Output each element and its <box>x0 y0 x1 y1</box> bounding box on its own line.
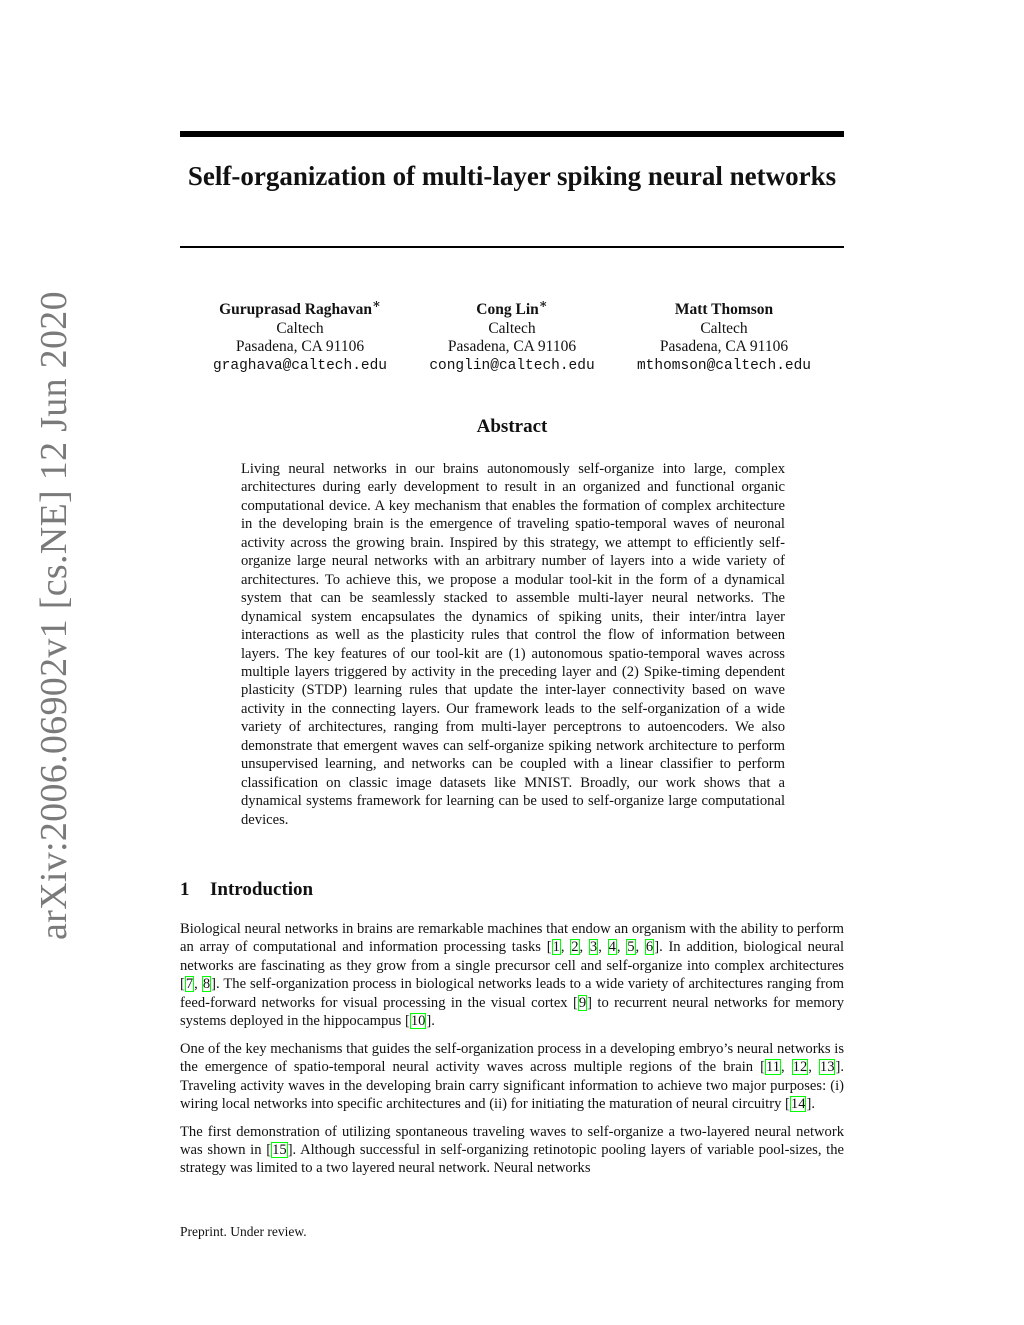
citation-link[interactable]: 2 <box>571 939 579 956</box>
author-email: graghava@caltech.edu <box>212 357 388 374</box>
author-address: Pasadena, CA 91106 <box>447 338 577 356</box>
arxiv-stamp: arXiv:2006.06902v1 [cs.NE] 12 Jun 2020 <box>33 291 75 940</box>
abstract-heading: Abstract <box>476 416 548 437</box>
citation-link[interactable]: 4 <box>608 939 616 956</box>
paragraph-2: One of the key mechanisms that guides the self-organization process in a developing embryo’s neural networks is the emergence of spatio-temporal neural activity waves across multiple regions of the brain [11, 12, 13]. Traveling activity waves in the developing brain carry significant information to achieve two major purposes: (i) wiring local networks into specific architectures and (ii) for initiating the maturation of neural circuitry [14]. <box>180 1040 844 1113</box>
citation-link[interactable]: 5 <box>627 939 635 956</box>
equal-contribution-mark: ∗ <box>371 296 381 311</box>
title-rule-top <box>180 131 844 137</box>
author-1 <box>195 295 405 375</box>
paragraph-1: Biological neural networks in brains are remarkable machines that endow an organism with the ability to perform an array of computational and information processing tasks [1, 2, 3, 4, 5, 6]. In addition, biological neural networks are fascinating as they grow from a single precursor cell and self-organize into complex architectures [7, 8]. The self-organization process in biological networks leads to a wide variety of architectures ranging from feed-forward networks for visual processing in the visual cortex [9] to recurrent neural networks for memory systems deployed in the hippocampus [10]. <box>180 921 845 1030</box>
abstract-text: Living neural networks in our brains autonomously self-organize into large, complex architectures during early development to result in an organized and functional organic computational device. A key mechanism that enables the formation of complex architecture in the developing brain is the emergence of traveling spatio-temporal waves of neuronal activity across the growing brain. Inspired by this strategy, we attempt to efficiently self-organize large neural networks with an arbitrary number of layers into a wide variety of architectures. To achieve this, we propose a modular tool-kit in the form of a dynamical system that can be seamlessly stacked to assemble multi-layer neural networks. The dynamical system encapsulates the dynamics of spiking units, their inter/intra layer interactions as well as the plasticity rules that control the flow of information between layers. The key features of our tool-kit are (1) autonomous spatio-temporal waves across multiple layers triggered by activity in the preceding layer and (2) Spike-timing dependent plasticity (STDP) learning rules that update the inter-layer connectivity based on wave activity in the connecting layers. Our framework leads to the self-organization of a wide variety of architectures, ranging from multi-layer perceptrons to autoencoders. We also demonstrate that emergent waves can self-organize spiking network architecture to perform unsupervised learning, and networks can be coupled with a linear classifier to perform classification on classic image datasets like MNIST. Broadly, our work shows that a dynamical systems framework for learning can be used to self-organize large computational devices. <box>241 461 785 828</box>
author-address: Pasadena, CA 91106 <box>659 338 789 356</box>
section-number: 1 <box>180 879 190 900</box>
citation-link[interactable]: 10 <box>410 1013 426 1030</box>
section-heading <box>180 879 313 901</box>
title-rule-bottom <box>180 246 844 248</box>
author-block <box>180 295 844 375</box>
citation-link[interactable]: 6 <box>645 939 654 956</box>
author-affiliation: Caltech <box>276 319 324 337</box>
paper-title: Self-organization of multi-layer spiking neural networks <box>187 161 837 191</box>
equal-contribution-mark: ∗ <box>538 296 548 311</box>
citation-link[interactable]: 11 <box>765 1059 781 1076</box>
citation-link[interactable]: 12 <box>792 1059 808 1076</box>
author-address: Pasadena, CA 91106 <box>235 338 365 356</box>
section-title: Introduction <box>210 879 314 900</box>
author-email: conglin@caltech.edu <box>429 357 595 374</box>
citation-link[interactable]: 15 <box>272 1141 287 1158</box>
citation-link[interactable]: 1 <box>552 939 560 956</box>
paragraph-3: The first demonstration of utilizing spontaneous traveling waves to self-organize a two-layered neural network was shown in [15]. Although successful in self-organizing retinotopic pooling layers of variable pool-sizes, the strategy was limited to a two layered neural network. Neural networks <box>180 1123 844 1177</box>
author-2 <box>407 295 617 375</box>
author-affiliation: Caltech <box>700 319 748 337</box>
body-text <box>180 920 844 1187</box>
footer-note: Preprint. Under review. <box>180 1224 307 1239</box>
citation-link[interactable]: 3 <box>589 939 598 956</box>
author-name: Cong Lin <box>476 301 539 319</box>
author-affiliation: Caltech <box>488 319 536 337</box>
citation-link[interactable]: 8 <box>202 976 211 993</box>
citation-link[interactable]: 9 <box>578 994 587 1011</box>
author-name: Matt Thomson <box>674 301 774 319</box>
author-3 <box>619 295 829 375</box>
citation-link[interactable]: 14 <box>790 1096 806 1113</box>
author-email: mthomson@caltech.edu <box>636 357 812 374</box>
citation-link[interactable]: 13 <box>819 1059 835 1076</box>
author-name: Guruprasad Raghavan <box>219 301 372 319</box>
citation-link[interactable]: 7 <box>185 976 194 993</box>
